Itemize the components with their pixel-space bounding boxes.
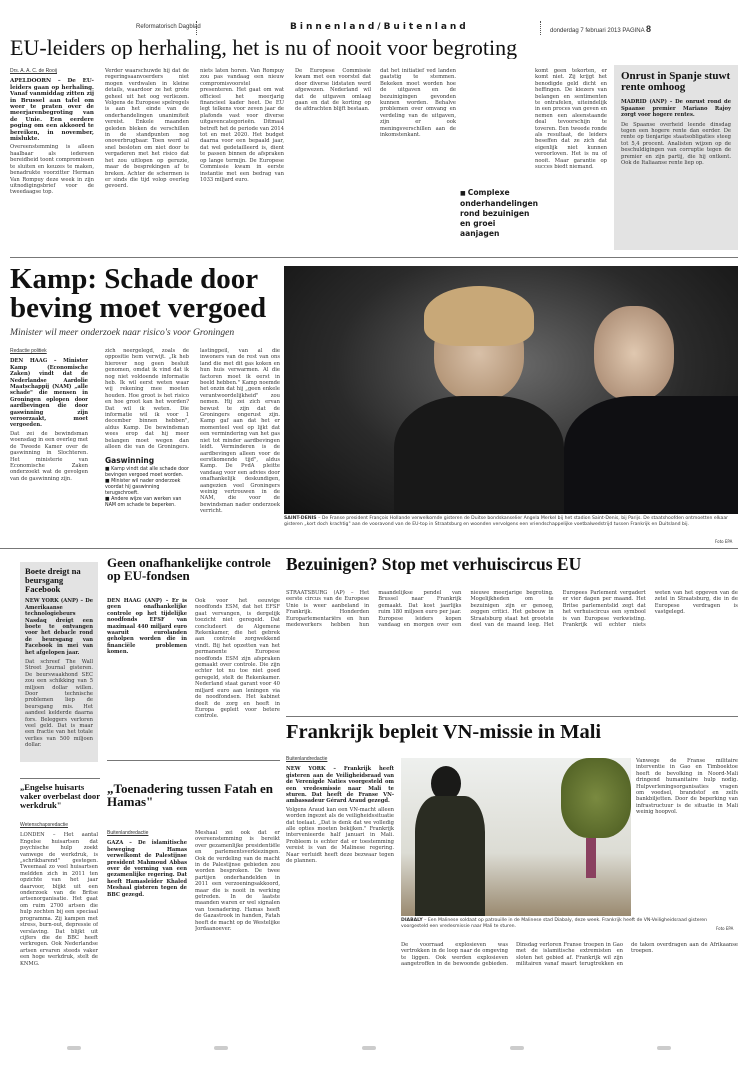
- divider: [286, 716, 738, 717]
- mali-headline: Frankrijk bepleit VN-missie in Mali: [286, 721, 602, 743]
- eu-column-3: niets laten horen. Van Rompuy zou pas vandaag een nieuw compromisvoorstel presenteren. Het gaat om wat officieel het meerjarig financieel kader heet. De EU legt telkens voor zeven jaar de plafonds vast voor diverse uitgavencategorieën. Ditmaal betreft het de periode van 2014 tot en met 2020. Het budget daarna voor een bepaald jaar, dat wel gedetailleerd is, dient te passen binnen de afspraken op lange termijn. De Europese Commissie kwam in eerste instantie met een bedrag van 1033 miljard euro.: [200, 68, 284, 183]
- eu-headline: EU-leiders op herhaling, het is nu of nooit voor begroting: [10, 37, 518, 60]
- paragraph: Dat zei de bewindsman woensdag in een overleg met de Tweede Kamer over de gaswinning in Slochteren. Het ministerie van Economische Zaken onderzoekt wat de gevolgen van de gaswinning zijn.: [10, 430, 88, 482]
- divider: [107, 760, 280, 761]
- fatah-column-2: Meshaal zei ook dat er overeenstemming is bereikt over gezamenlijke presidentiële en parlementsverkiezingen. Ook de verdeling van de macht in de Palestijnse gebieden zou worden besproken. De twee partijen onderhandelden in 2011 een verzoeningsakkoord, maar die is nooit in werking getreden. In de laatste maanden waren er wel signalen van toenadering. Hamas heeft de Gazastrook in handen, Fatah heeft de macht op de Westelijke Jordaanoever.: [195, 830, 280, 933]
- lead: NEW YORK – Frankrijk heeft gisteren aan de Veiligheidsraad van de Verenigde Naties voorgesteld om een vredesmissie naar Mali te sturen. Dat heeft de Franse VN-ambassadeur Gérard Araud gezegd.: [286, 766, 394, 805]
- spain-lead: MADRID (ANP) – De onrust rond de Spaanse premier Mariano Rajoy zorgt voor hogere rentes.: [621, 99, 731, 119]
- spain-body: De Spaanse overheid leende dinsdag tegen een hogere rente dan eerder. De rente op tienjarige staatsobligaties steeg tot 5,4 procent. Analisten wijzen op de beschuldigingen van corruptie tegen de premier en zijn partij, die hij ontkent. Ook de Italiaanse rente liep op.: [621, 121, 731, 167]
- fatah-headline: „Toenadering tussen Fatah en Hamas": [107, 781, 274, 810]
- lead: APELDOORN – De EU-leiders gaan op herhaling. Vanaf vanmiddag zitten zij in Brussel aan tafel om weer te praten over de meerjarenbegroting van de Unie. Een eerdere poging om een akkoord te bereiken, in november, mislukte.: [10, 78, 94, 143]
- divider: [196, 21, 197, 35]
- paragraph: LONDEN – Het aantal Engelse huisartsen dat psychische hulp zoekt vanwege de werkdruk, is „schrikbarend" gestegen. Tweemaal zo veel huisartsen meldden zich in 2011 ten opzichte van het jaar daarvoor, blijkt uit een onderzoek van de Britse artsenorganisatie. Het gaat om ruim 2700 artsen die hulp zochten bij een speciaal programma. Zij kampen met stress, burn-out, depressie of verslaving. Dat blijkt uit cijfers die de BBC heeft verkregen. Ook Nederlandse artsen ervaren steeds vaker een hoge werkdruk, stelt de KNMG.: [20, 832, 98, 967]
- eu-column-4: De Europese Commissie kwam met een voorstel dat door diverse lidstaten werd afgewezen. Nederland wil dat de uitgaven omlaag gaan en dat de korting op de afdrachten blijft bestaan.: [295, 68, 371, 113]
- byline: Buitenlandredactie: [107, 830, 149, 836]
- print-mark: [214, 1046, 228, 1050]
- facebook-box: [20, 562, 98, 762]
- section-title: Binnenland/Buitenland: [290, 22, 469, 32]
- spain-headline: Onrust in Spanje stuwt rente omhoog: [621, 70, 731, 94]
- tree: [561, 758, 631, 838]
- box-item: ■ Kamp vindt dat alle schade door bevingen vergoed moet worden.: [105, 467, 189, 478]
- kamp-subhead: Minister wil meer onderzoek naar risico's voor Groningen: [10, 327, 235, 338]
- soldier-body: [415, 796, 485, 916]
- person-distance: [586, 838, 596, 878]
- mali-body-bottom: De voorraad explosieven was vertrokken in de loop naar de omgeving te liggen. Ook werden explosieven aangetroffen in de bewoonde gebieden. Dinsdag verloren Franse troepen in Gao met de islamitische extremisten en sloten het gebied af. Frankrijk wil zijn militairen vanaf maart terugtrekken en de taken overdragen aan de Afrikaanse troepen.: [401, 942, 738, 968]
- facebook-lead: NEW YORK (ANP) – De Amerikaanse technologiebeurs Nasdaq dreigt een boete te ontvangen voor het debacle rond de beursgang van Facebook in mei van het afgelopen jaar.: [25, 598, 93, 656]
- eufunds-column-2: Ook voor het eeuwige noodfonds ESM, dat het EFSF gaat vervangen, is dergelijk toezicht niet geregeld. Dat concludeert de Algemene Rekenkamer, die het gebrek aan controle zorgwekkend vindt. Bij het opzetten van het permanente Europese noodfonds ESM zijn afspraken gemaakt over controle. Die zijn echter tot nu toe niet goed geregeld, stelt de Rekenkamer. Nederland staat garant voor 40 miljard euro aan leningen via de noodfondsen. Het kabinet deelt de zorg en heeft in Europa gepleit voor betere controle.: [195, 598, 280, 720]
- byline: Buitenlandredactie: [286, 756, 328, 762]
- byline: Wetenschapsredactie: [20, 822, 68, 828]
- byline: Redactie politiek: [10, 348, 47, 354]
- fatah-column-1: [107, 830, 187, 1040]
- gaswinning-box: [105, 456, 189, 509]
- merkel-hollande-photo: [284, 266, 738, 514]
- gp-headline: „Engelse huisarts vaker overbelast door werkdruk": [20, 782, 100, 810]
- box-title: Gaswinning: [105, 456, 155, 465]
- box-item: ■ Andere wijze van werken van NAM om schade te beperken.: [105, 497, 182, 508]
- spain-box: [614, 65, 738, 250]
- date: donderdag 7 februari 2013 PAGINA: [550, 28, 645, 34]
- eu-column-5: dat het initiatief ved landen gaatstig te stemmen. Bekeken moet worden hoe de uitgaven en de bezuinigingen gevonden kunnen worden. Behalve problemen over omvang en verdeling van de uitgaven, zijn er ook meningsverschillen aan de inkomstenkant.: [380, 68, 456, 139]
- hollande-face: [594, 306, 674, 401]
- verhuis-headline: Bezuinigen? Stop met verhuiscircus EU: [286, 554, 582, 574]
- divider: [10, 257, 738, 258]
- print-mark: [362, 1046, 376, 1050]
- photo-credit: Foto EPA: [716, 926, 734, 931]
- eufunds-column-1: [107, 598, 187, 746]
- mali-column-1: [286, 756, 394, 920]
- merkel-coat: [394, 396, 564, 514]
- paragraph: Overeenstemming is alleen haalbaar als iedereen bereidheid toont compromissen te sluiten en keuzes te maken, benadrukte voorzitter Herman Van Rompuy deze week in zijn uitnodigingsbrief voor de tweedaagse top.: [10, 144, 94, 196]
- facebook-headline: Boete dreigt na beursgang Facebook: [25, 566, 81, 594]
- divider: [20, 778, 100, 779]
- kamp-column-3: lastingpeil, van al die inwoners van de rest van ons land die met dit gas koken en hun huis verwarmen. Al die factoren moet ik eerst in beeld hebben." Kamp noemde het onzin dat hij „geen enkele verantwoordelijkheid" zou nemen. Hij zei zich ervan bewust te zijn dat de Groningers ongerust zijn. Kamp gaf aan dat het er momenteel veel op lijkt dat een vermindering van het gas niet tot minder aardbevingen leidt. Verminderen is de aardbevingen alleen voor de eerstkomende tijd", aldus Kamp. De PvdA pleitte vandaag voor een advies door onafhankelijk deskundigen, aangezien veel Groningers weinig vertrouwen in de NAM, die voor de bewindsman nader onderzoek verricht.: [200, 348, 280, 515]
- hollande-suit: [564, 396, 738, 514]
- photo-caption: SAINT-DENIS – De Franse president François Hollande verwelkomde gisteren de Duitse bondskanselier Angela Merkel bij het stadion Saint-Denis, bij Parijs. De staatshoofden ontmoetten elkaar gisteren „kort doch krachtig" aan de vooravond van de EU-top in Straatsburg en woonden vervolgens een vriendschappelijke voetbalwedstrijd tussen Frankrijk en Duitsland bij.: [284, 516, 729, 527]
- merkel-hair: [424, 286, 534, 346]
- facebook-body: Dat schreef The Wall Street Journal gisteren. De beurswaakhond SEC zou een schikking van 5 miljoen dollar willen. Door technische problemen liep de beursgang mis. Het aandeel kelderde daarna fors. Beleggers verloren veel geld. Dat is maar een fractie van het totale verlies van 500 miljoen dollar.: [25, 658, 93, 749]
- eufunds-headline: Geen onafhankelijke controle op EU-fondsen: [107, 555, 271, 584]
- divider: [540, 21, 541, 35]
- print-mark: [67, 1046, 81, 1050]
- mali-column-3: Vanwege de Franse militaire interventie in Gao en Timboektoe heeft de bevolking in Noord-Mali dringend humanitaire hulp nodig. Hulpverleningsorganisaties vragen om voedsel, brandstof en zelfs bankbiljetten. Door de beperking van infrastructuur is de situatie in Mali weinig hoopvol.: [636, 758, 738, 816]
- gp-body: [20, 822, 98, 1040]
- byline: Drs. A. A. C. de Rooij: [10, 68, 57, 74]
- eu-column-6: komt geen tekorten, er komt niet. Zij krijgt het benodigde geld dicht en heffingen. De kiezers van belangen en sentimenten te ontrafelen, uiteindelijk in een proces van geven en nemen een aleenstaande deal tevoorschijn te toveren. Een tweede ronde als resultaat, de leiders beseffen dat ze zich dat eigenlijk niet kunnen veroorloven. Het is nu of nooit. Maar garantie op succes biedt niemand.: [535, 68, 607, 171]
- newspaper-name: Reformatorisch Dagblad: [136, 24, 201, 30]
- eu-column-2: Verder waarschuwde hij dat de regeringsaanvoerders niet mogen verdwalen in kleine details, waardoor ze het grote geheel uit het oog verliezen. Volgens de Europese spelregels is aan het einde van de onderhandelingen unanimiteit vereist. Enkele maanden geleden bleken de verschillen in de standpunten nog onoverbrugbaar. Toen werd al snel besloten om niet door te vergaderen met het risico dat het zou uitlopen op geruzie, maar de besprekingen af te breken. Achter de schermen is er sinds die tijd volop overleg gevoerd.: [105, 68, 189, 190]
- lead: DEN HAAG – Minister Kamp (Economische Zaken) vindt dat de Nederlandse Aardolie Maatschappij (NAM) „alle schade" die mensen in Groningen oplopen door aardbevingen die door gaswinning zijn veroorzaakt, moet vergoeden.: [10, 358, 88, 429]
- page-date: [550, 24, 651, 34]
- mali-soldier-photo: [401, 758, 631, 916]
- print-mark: [510, 1046, 524, 1050]
- kamp-headline: Kamp: Schade door beving moet vergoed: [10, 263, 267, 324]
- eu-subhead: ■ Complexe onderhandelingen rond bezuinigen en groei aanjagen: [460, 188, 539, 238]
- paragraph: Volgens Araud kan een VN-macht alleen worden ingezet als de veiligheidssituatie dat toelaat. „Dat is denk dat we volledig alle opties moeten bekijken." Frankrijk intervenieerde half januari in Mali. Probleem is echter dat er toestemming vereist is van de Malinese regering. Naar verluidt heeft deze bezwaar tegen de plannen.: [286, 806, 394, 865]
- lead: GAZA – De islamitische beweging Hamas verwelkomt de Palestijnse president Mahmoud Abbas over de vorming van een gezamenlijke regering. Dat heeft Hamasleider Khaled Meshaal gisteren tegen de BBC gezegd.: [107, 840, 187, 898]
- photo-credit: Foto EPA: [715, 539, 733, 544]
- eu-column-1: [10, 68, 94, 246]
- mali-caption: DIABALY – Een Malinese soldaat op patrouille in de Malinese stad Diabaly, deze week. Frankrijk heeft de VN-Veiligheidsraad gisteren voorgesteld een vredesmissie naar Mali te sturen.: [401, 918, 708, 929]
- verhuis-body: STRAATSBURG (AP) – Het eerste circus van de Europese Unie is weer aanbeland in Frankrijk. Honderden Europarlementariërs en hun medewerkers hebben hun maandelijkse pendel van Brussel naar Frankrijk gemaakt. Dat kost jaarlijks ruim 180 miljoen euro per jaar. Europese leiders kopen vandaag en morgen over een nieuwe meerjarige begroting. Mogelijkheden om te bezuinigen zijn er genoeg, zeggen critici. Het gebouw in Straatsburg staat het grootste deel van de maand leeg. Het Europees Parlement vergadert er vier dagen per maand. Het Britse parlementslid zegt dat het verhuiscircus een symbool is van Europese verkwisting. Frankrijk wil echter niets weten van het opgeven van de zetel in Straatsburg, die in de Europese verdragen is vastgelegd.: [286, 590, 738, 629]
- lead: DEN HAAG (ANP) – Er is geen onafhankelijke controle op het tijdelijke noodfonds EFSF van maximaal 440 miljard euro waaruit eurolanden geholpen worden die in financiële problemen komen.: [107, 598, 187, 656]
- print-marks: [0, 1046, 738, 1052]
- kamp-column-2: zich neergelegd, zoals de oppositie hem verwijt. „Ik heb hierover nog geen besluit genomen, omdat ik vind dat ik nog niet voldoende informatie heb. Ik wil eerst weten waar wij rekening mee moeten houden. Hoe groot is het risico en hoe groot kan het worden? Dat wil ik weten. Die informatie wil ik voor 1 december binnen hebben", aldus Kamp. De bewindsman wees erop dat hij meer belangen moet wegen dan alleen die van de Groningers.: [105, 348, 189, 450]
- box-item: ■ Minister wil nader onderzoek voordat hij gaswinning terugschroeft.: [105, 479, 181, 496]
- divider: [0, 548, 738, 549]
- kamp-column-1: [10, 348, 88, 526]
- page-number: 8: [645, 24, 651, 34]
- print-mark: [657, 1046, 671, 1050]
